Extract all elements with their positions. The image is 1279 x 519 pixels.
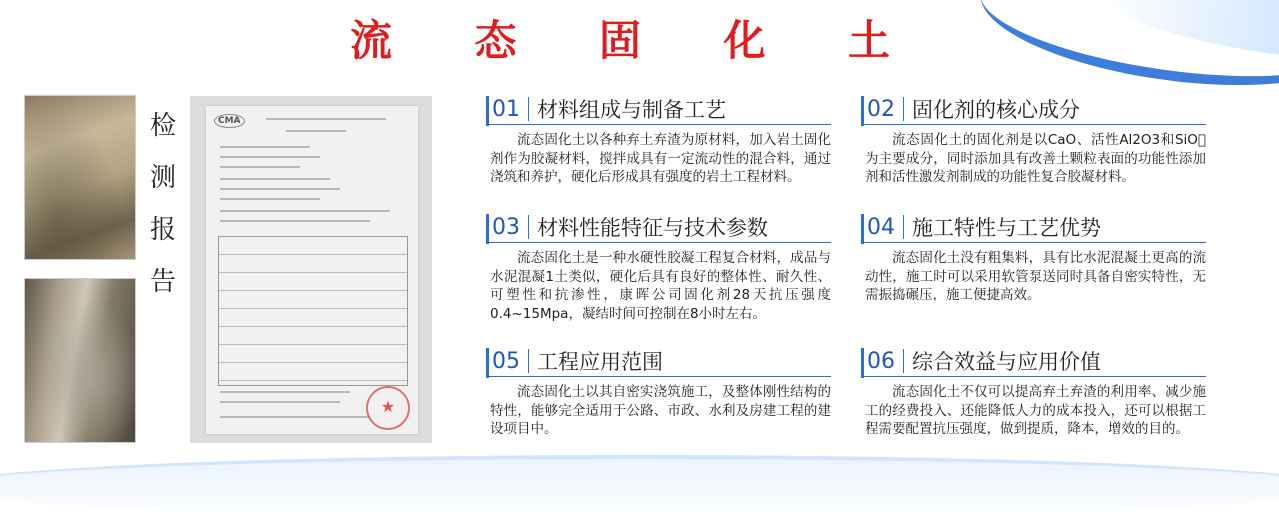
section-number: 02	[867, 96, 895, 122]
decorative-swoosh-bottom	[0, 455, 1279, 519]
decorative-swoosh-top	[972, 0, 1279, 106]
section-number: 06	[867, 348, 895, 374]
title-char: 流	[350, 16, 393, 65]
section-03	[486, 212, 831, 323]
section-number: 04	[867, 214, 895, 240]
inspection-report-image	[190, 96, 432, 443]
section-body: 流态固化土不仅可以提高弃土弃渣的利用率、减少施工的经费投入、还能降低人力的成本投入，还可以根据工程需要配置抗压强度，做到提质，降本，增效的目的。	[865, 384, 1206, 437]
construction-photo-pouring	[24, 95, 136, 260]
title-char: 土	[847, 16, 890, 65]
section-header	[486, 94, 831, 125]
section-title: 综合效益与应用价值	[912, 350, 1101, 374]
page-title	[350, 8, 890, 68]
section-title: 材料性能特征与技术参数	[537, 216, 768, 240]
section-title: 材料组成与制备工艺	[537, 98, 726, 122]
inspection-report-label	[146, 100, 180, 308]
section-number: 01	[492, 96, 520, 122]
label-char: 告	[149, 267, 176, 297]
label-char: 测	[149, 163, 176, 193]
label-char: 检	[149, 111, 176, 141]
section-body: 流态固化土没有粗集料，具有比水泥混凝土更高的流动性，施工时可以采用软管泵送同时具备自密实特性，无需振捣碾压，施工便捷高效。	[865, 250, 1206, 303]
section-number: 05	[492, 348, 520, 374]
section-body: 流态固化土以其自密实浇筑施工，及整体刚性结构的特性，能够完全适用于公路、市政、水利及房建工程的建设项目中。	[490, 384, 831, 437]
title-char: 态	[474, 16, 517, 65]
section-02	[861, 94, 1206, 187]
report-paper	[206, 106, 418, 434]
section-header	[486, 346, 831, 377]
section-05	[486, 346, 831, 439]
section-header	[861, 94, 1206, 125]
section-04	[861, 212, 1206, 305]
title-char: 化	[723, 16, 766, 65]
section-body: 流态固化土的固化剂是以CaO、活性Al2O3和SiO􀀁为主要成分，同时添加具有改善土颗粒表面的功能性添加剂和活性激发剂制成的功能性复合胶凝材料。	[865, 132, 1206, 185]
section-header	[861, 346, 1206, 377]
section-body: 流态固化土以各种弃土弃渣为原材料，加入岩土固化剂作为胶凝材料，搅拌成具有一定流动性的混合料，通过浇筑和养护，硬化后形成具有强度的岩土工程材料。	[490, 132, 831, 185]
section-header	[861, 212, 1206, 243]
section-title: 固化剂的核心成分	[912, 98, 1080, 122]
section-header	[486, 212, 831, 243]
section-01	[486, 94, 831, 187]
title-char: 固	[598, 16, 641, 65]
section-body: 流态固化土是一种水硬性胶凝工程复合材料，成品与水泥混凝1土类似，硬化后具有良好的整体性、耐久性、可塑性和抗渗性，康晖公司固化剂28天抗压强度0.4~15Mpa，凝结时间可控制在8小时左右。	[490, 250, 831, 322]
section-number: 03	[492, 214, 520, 240]
label-char: 报	[149, 215, 176, 245]
construction-photo-trench	[24, 278, 136, 443]
section-title: 工程应用范围	[537, 350, 663, 374]
red-seal-stamp: ★	[366, 386, 410, 430]
section-title: 施工特性与工艺优势	[912, 216, 1101, 240]
report-table	[218, 236, 408, 386]
cma-logo: CMA	[214, 114, 245, 128]
section-06	[861, 346, 1206, 439]
